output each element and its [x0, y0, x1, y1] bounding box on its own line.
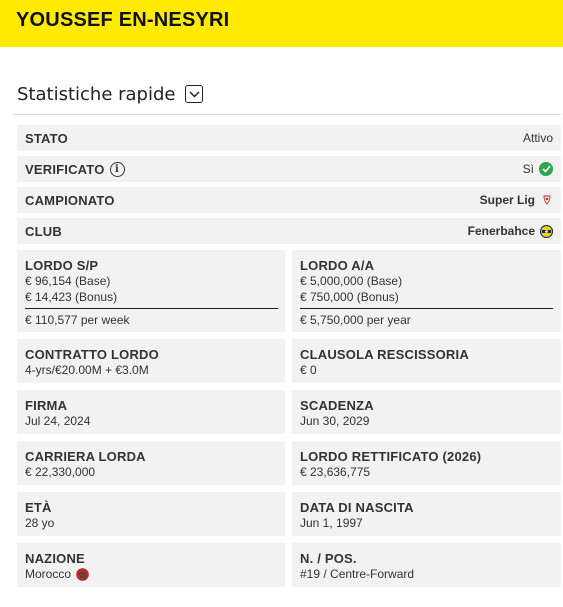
card-value: € 0 [300, 363, 317, 377]
card-contratto [17, 339, 285, 383]
row-verificato [17, 156, 561, 182]
card-divider [300, 308, 553, 309]
quick-stats-title: Statistiche rapide [17, 83, 176, 105]
row-value-wrap [523, 162, 553, 176]
card-firma [17, 390, 285, 434]
morocco-flag-icon [76, 568, 89, 581]
row-value: Sì [522, 162, 534, 176]
card-bonus: € 750,000 (Bonus) [300, 290, 399, 304]
card-label: CLAUSOLA RESCISSORIA [300, 347, 469, 362]
quick-stats-header[interactable] [17, 82, 203, 106]
fenerbahce-crest-icon [540, 225, 553, 238]
check-icon [539, 162, 553, 176]
card-label: ETÀ [25, 500, 52, 515]
card-label: NAZIONE [25, 551, 85, 566]
card-label: LORDO A/A [300, 258, 375, 273]
row-value: Attivo [522, 131, 553, 145]
card-total: € 5,750,000 per year [300, 313, 411, 327]
card-divider [25, 308, 278, 309]
card-label: FIRMA [25, 398, 68, 413]
card-value: € 23,636,775 [300, 465, 371, 479]
card-label: LORDO S/P [25, 258, 99, 273]
divider [13, 114, 561, 115]
row-club [17, 218, 561, 244]
row-value-wrap [468, 224, 553, 238]
row-campionato [17, 187, 561, 213]
row-value[interactable]: Fenerbahce [467, 224, 535, 238]
card-value: € 22,330,000 [25, 465, 96, 479]
row-label-wrap [25, 162, 125, 177]
page-header [0, 0, 563, 47]
card-value: Jun 1, 1997 [300, 516, 363, 530]
card-value: 28 yo [25, 516, 55, 530]
card-lordo-sp [17, 250, 285, 332]
super-lig-logo-icon [541, 194, 553, 206]
card-carriera [17, 441, 285, 485]
row-label: STATO [25, 130, 68, 146]
chevron-down-icon[interactable] [185, 85, 203, 103]
row-label: VERIFICATO [25, 161, 105, 177]
card-value: 4-yrs/€20.00M + €3.0M [25, 363, 149, 377]
row-value-wrap [480, 193, 553, 207]
card-label: N. / POS. [300, 551, 357, 566]
row-label: CLUB [25, 223, 62, 239]
row-stato [17, 125, 561, 151]
row-label: CAMPIONATO [25, 192, 115, 208]
card-label: CONTRATTO LORDO [25, 347, 159, 362]
card-label: DATA DI NASCITA [300, 500, 414, 515]
card-value: Jun 30, 2029 [300, 414, 370, 428]
card-clausola [292, 339, 561, 383]
card-base: € 96,154 (Base) [25, 274, 111, 288]
card-nascita [292, 492, 561, 536]
card-scadenza [292, 390, 561, 434]
player-name: YOUSSEF EN-NESYRI [16, 9, 230, 31]
row-value[interactable]: Super Lig [479, 193, 535, 207]
card-rettificato [292, 441, 561, 485]
card-bonus: € 14,423 (Bonus) [25, 290, 118, 304]
card-label: LORDO RETTIFICATO (2026) [300, 449, 482, 464]
card-value[interactable]: Morocco [25, 567, 72, 581]
card-eta [17, 492, 285, 536]
card-pos [292, 543, 561, 587]
card-value: Jul 24, 2024 [25, 414, 91, 428]
card-value: #19 / Centre-Forward [300, 567, 415, 581]
card-nazione [17, 543, 285, 587]
info-icon[interactable]: i [110, 162, 125, 177]
card-label: SCADENZA [300, 398, 374, 413]
card-base: € 5,000,000 (Base) [300, 274, 403, 288]
card-total: € 110,577 per week [25, 313, 130, 327]
card-value-wrap [25, 566, 277, 582]
card-label: CARRIERA LORDA [25, 449, 146, 464]
card-lordo-aa [292, 250, 561, 332]
